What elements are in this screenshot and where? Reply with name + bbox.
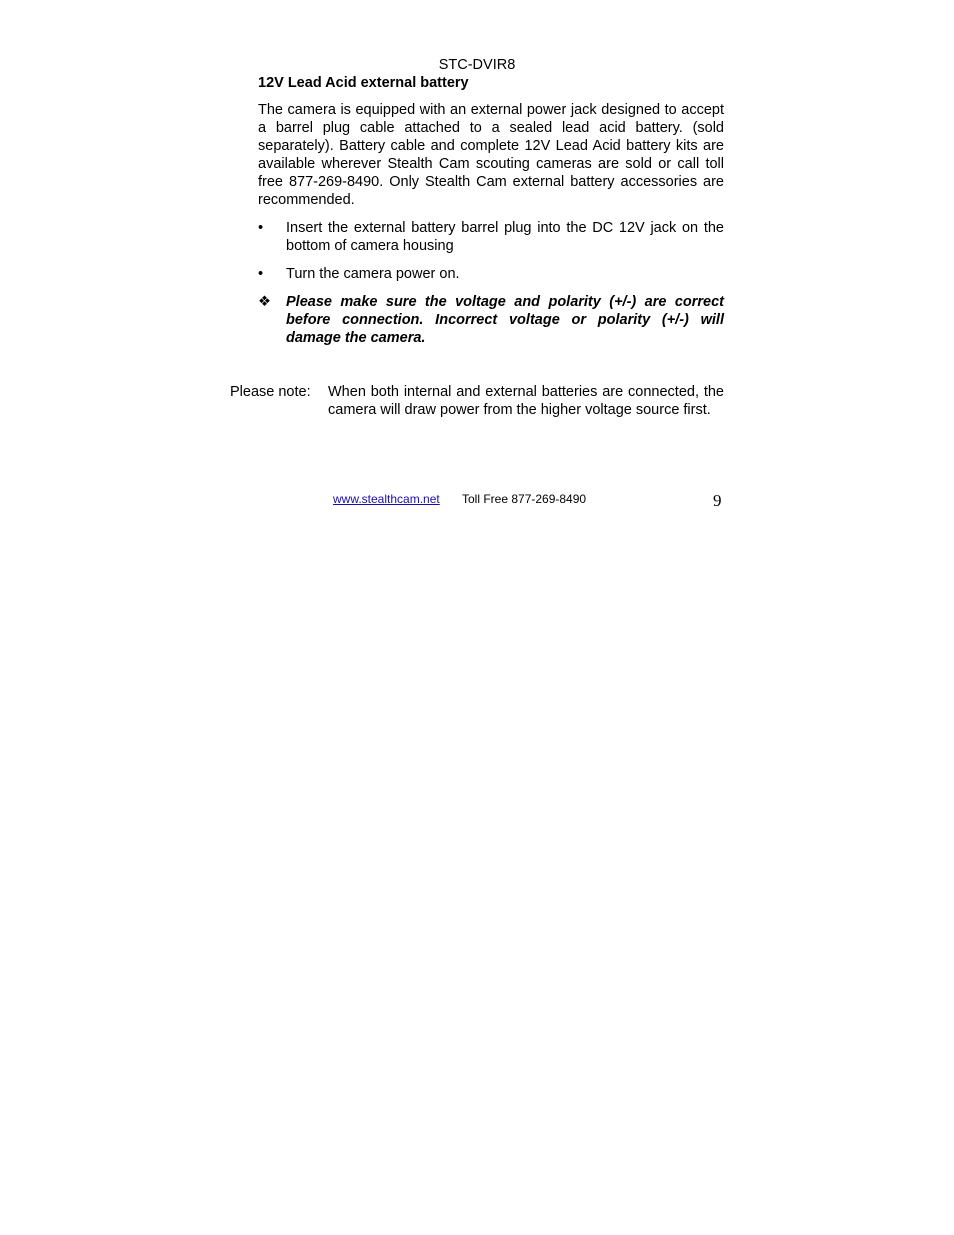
bullet-item-power-on <box>258 265 724 283</box>
document-header-model: STC-DVIR8 <box>438 57 516 73</box>
website-link[interactable]: www.stealthcam.net <box>333 492 440 506</box>
bullet-marker: • <box>258 220 264 236</box>
page-number: 9 <box>713 491 722 510</box>
bullet-text: Turn the camera power on. <box>286 266 460 282</box>
note-text: When both internal and external batteries are connected, the camera will draw power from the higher voltage source first. <box>328 384 724 418</box>
bullet-marker: • <box>258 266 264 282</box>
warning-text: Please make sure the voltage and polarity (+/-) are correct before connection. Incorrect voltage or polarity (+/-) will damage the camera. <box>286 294 724 346</box>
warning-item <box>258 293 724 347</box>
diamond-bullet-icon: ❖ <box>258 294 271 310</box>
bullet-item-insert-plug <box>258 219 724 255</box>
bullet-text: Insert the external battery barrel plug into the DC 12V jack on the bottom of camera housing <box>286 220 724 254</box>
intro-paragraph: The camera is equipped with an external power jack designed to accept a barrel plug cable attached to a sealed lead acid battery. (sold separately). Battery cable and complete 12V Lead Acid battery kits are available wherever Stealth Cam scouting cameras are sold or call toll free 877-269-8490. Only Stealth Cam external battery accessories are recommended. <box>258 102 724 208</box>
section-title: 12V Lead Acid external battery <box>258 75 469 91</box>
note-label: Please note: <box>230 384 311 400</box>
footer-toll-free: Toll Free 877-269-8490 <box>462 492 587 506</box>
